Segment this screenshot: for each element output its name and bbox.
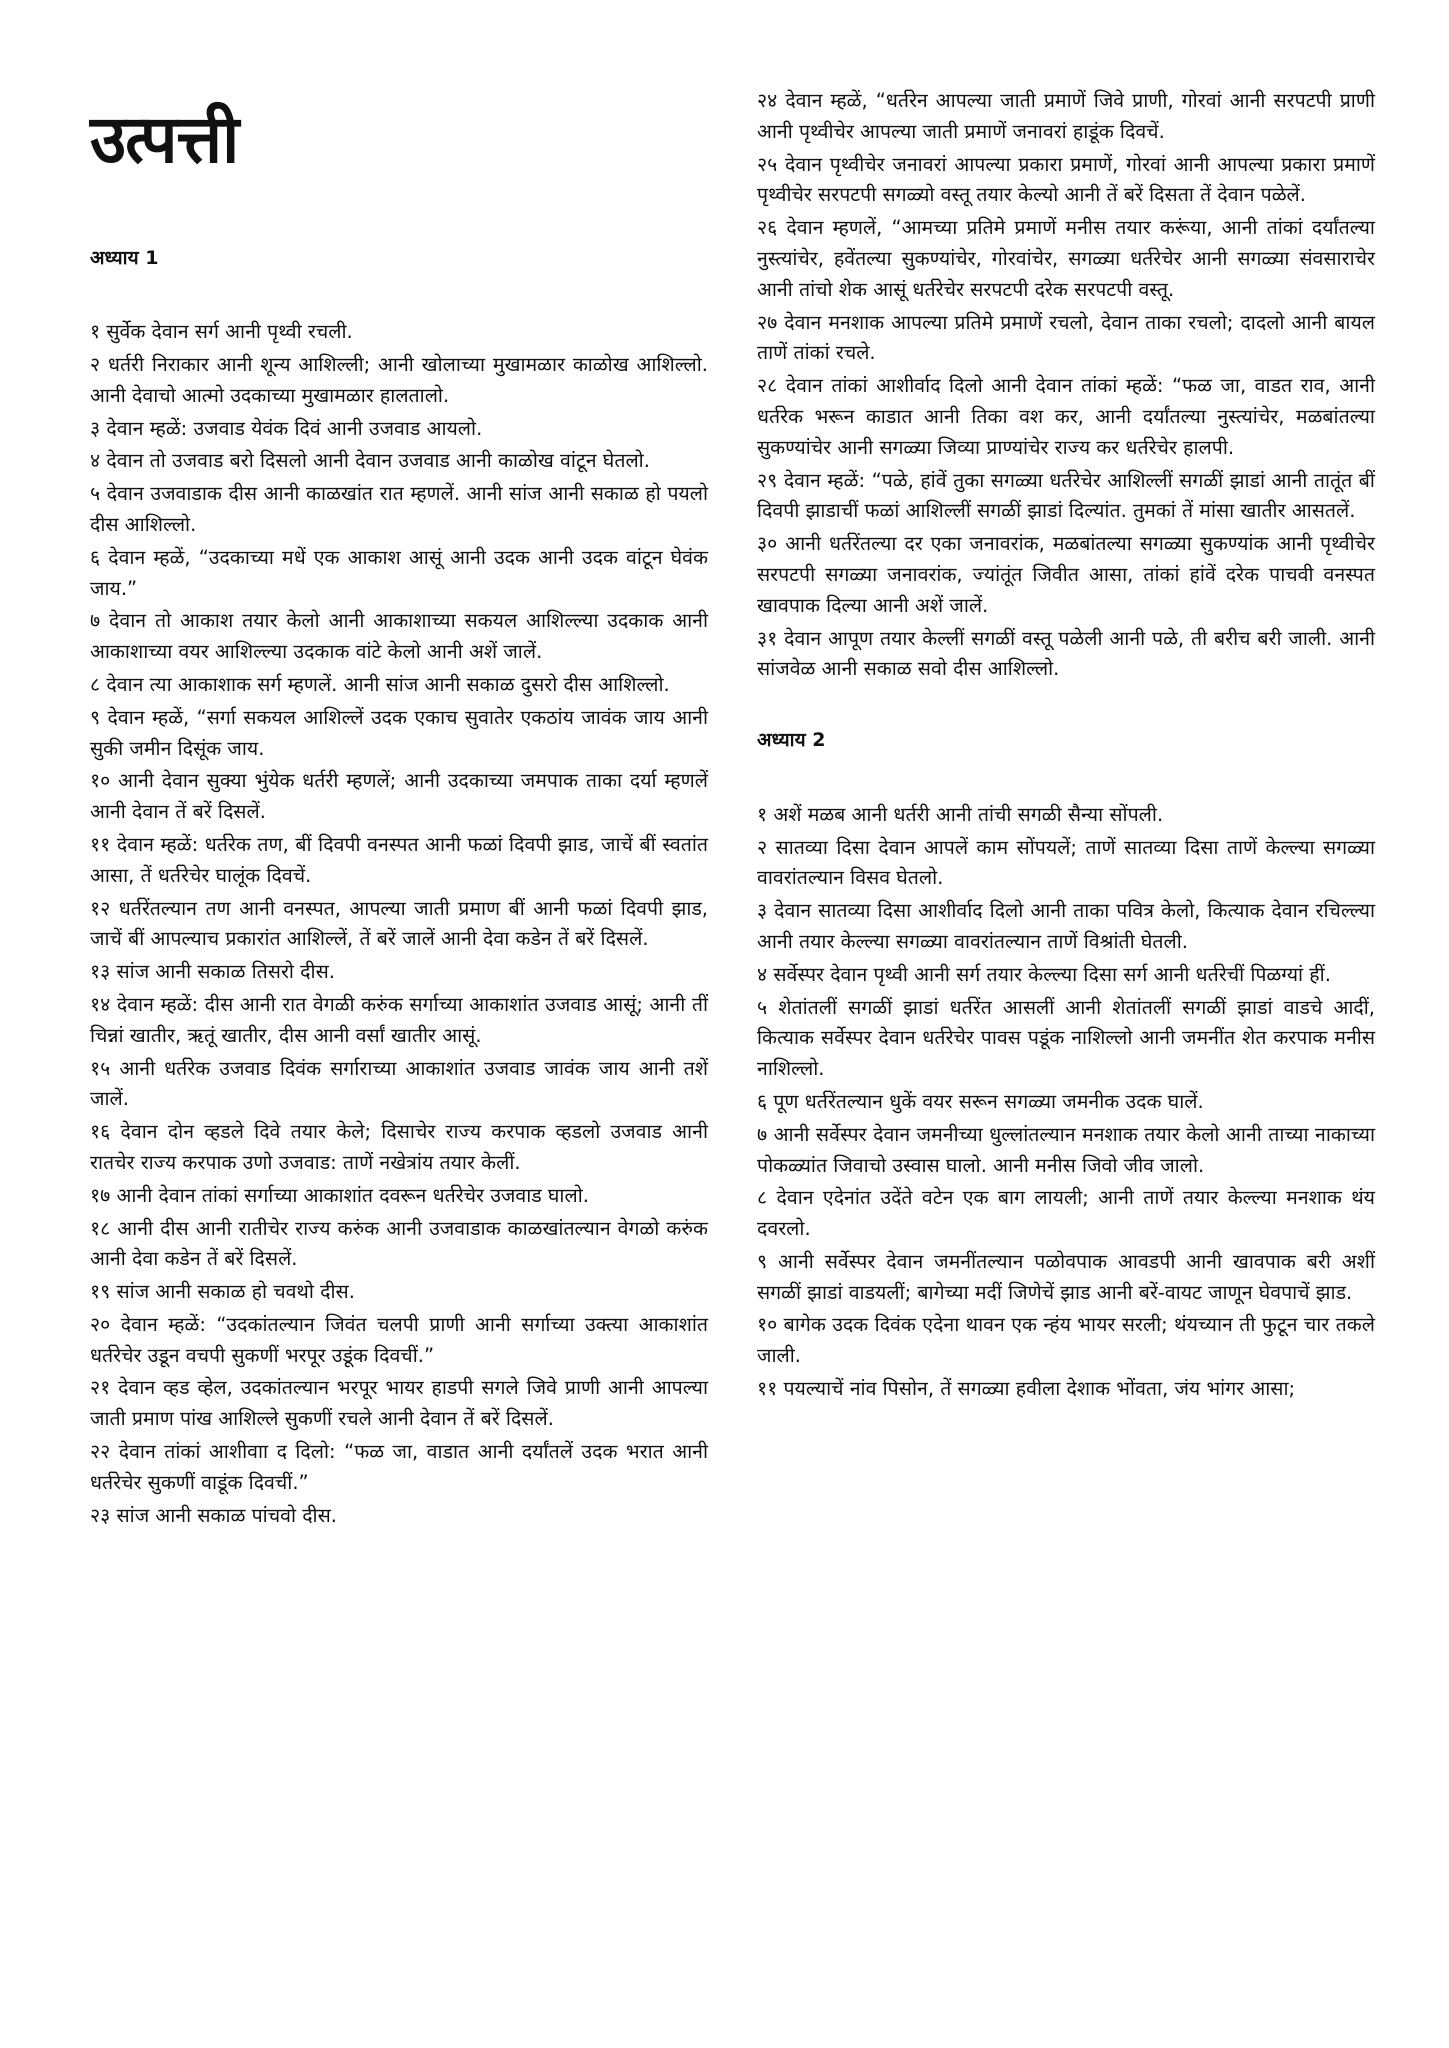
verse: २२ देवान तांकां आशीवाा द दिलो: “फळ जा, वाडात आनी दर्यांतलें उदक भरात आनी धर्तरेचेर सुकणीं वाडूंक दिवचीं.” bbox=[90, 1440, 708, 1494]
verse: १५ आनी धर्तरेक उजवाड दिवंक सर्गाराच्या आकाशांत उजवाड जावंक जाय आनी तशें जालें. bbox=[90, 1056, 708, 1111]
verse: १६ देवान दोन व्हडले दिवे तयार केले; दिसाचेर राज्य करपाक व्हडलो उजवाड आनी रातचेर राज्य करपाक उणो उजवाड: ताणें नखेत्रांय तयार केलीं. bbox=[90, 1120, 708, 1174]
verse: २ सातव्या दिसा देवान आपलें काम सोंपयलें; ताणें सातव्या दिसा ताणें केल्ल्या सगळ्या वावरांतल्यान विसव घेतलो. bbox=[757, 835, 1375, 890]
verse: १२ धर्तरेंतल्यान तण आनी वनस्पत, आपल्या जाती प्रमाण बीं आनी फळां दिवपी झाड, जाचें बीं आपल्याच प्रकारांत आशिल्लें, तें बरें जालें आनी देवा कडेन तें बरें दिसलें. bbox=[90, 896, 708, 951]
verse: २३ सांज आनी सकाळ पांचवो दीस. bbox=[90, 1503, 337, 1527]
verse: २ धर्तरी निराकार आनी शून्य आशिल्ली; आनी खोलाच्या मुखामळार काळोख आशिल्लो. आनी देवाचो आत्मो उदकाच्या मुखामळार हालतालो. bbox=[90, 352, 708, 407]
verse: ३ देवान म्हळें: उजवाड येवंक दिवं आनी उजवाड आयलो. bbox=[90, 416, 483, 440]
verse: ९ देवान म्हळें, “सर्गा सकयल आशिल्लें उदक एकाच सुवातेर एकठांय जावंक जाय आनी सुकी जमीन दिसूंक जाय. bbox=[90, 705, 708, 760]
verse: ६ पूण धर्तरेंतल्यान धुकें वयर सरून सगळ्या जमनीक उदक घालें. bbox=[757, 1089, 1204, 1113]
verse: १० आनी देवान सुक्या भुंयेक धर्तरी म्हणलें; आनी उदकाच्या जमपाक ताका दर्या म्हणलें आनी देवान तें बरें दिसलें. bbox=[90, 769, 708, 824]
verse: ५ देवान उजवाडाक दीस आनी काळखांत रात म्हणलें. आनी सांज आनी सकाळ हो पयलो दीस आशिल्लो. bbox=[90, 482, 708, 536]
verse: १९ सांज आनी सकाळ हो चवथो दीस. bbox=[90, 1280, 355, 1304]
verse: ४ सर्वेस्पर देवान पृथ्वी आनी सर्ग तयार केल्ल्या दिसा सर्ग आनी धर्तरेचीं पिळग्यां हीं. bbox=[757, 962, 1331, 986]
verse: ६ देवान म्हळें, “उदकाच्या मधें एक आकाश आसूं आनी उदक आनी उदक वांटून घेवंक जाय.” bbox=[90, 545, 708, 600]
verse: २० देवान म्हळें: “उदकांतल्यान जिवंत चलपी प्राणी आनी सर्गाच्या उक्त्या आकाशांत धर्तरेचेर उडून वचपी सुकणीं भरपूर उडूंक दिवचीं.” bbox=[90, 1312, 708, 1367]
verse: ५ शेतांतलीं सगळीं झाडां धर्तरेंत आसलीं आनी शेतांतलीं सगळीं झाडां वाडचे आदीं, कित्याक सर्वेस्पर देवान धर्तरेचेर पावस पडूंक नाशिल्लो आनी जमनींत शेत करपाक मनीस नाशिल्लो. bbox=[757, 995, 1375, 1081]
verse: ७ आनी सर्वेस्पर देवान जमनीच्या धुल्लांतल्यान मनशाक तयार केलो आनी ताच्या नाकाच्या पोकळ्यांत जिवाचो उस्वास घालो. आनी मनीस जिवो जीव जालो. bbox=[757, 1122, 1375, 1177]
verse: ८ देवान त्या आकाशाक सर्ग म्हणलें. आनी सांज आनी सकाळ दुसरो दीस आशिल्लो. bbox=[90, 672, 670, 696]
chapter-2-verses bbox=[757, 800, 1375, 1405]
verse: १० बागेक उदक दिवंक एदेना थावन एक न्हंय भायर सरली; थंयच्यान ती फुटून चार तकले जाली. bbox=[757, 1313, 1375, 1368]
verse: १७ आनी देवान तांकां सर्गाच्या आकाशांत दवरून धर्तरेचेर उजवाड घालो. bbox=[90, 1183, 589, 1207]
chapter-2-heading: अध्याय 2 bbox=[757, 729, 826, 752]
verse: १८ आनी दीस आनी रातीचेर राज्य करुंक आनी उजवाडाक काळखांतल्यान वेगळो करुंक आनी देवा कडेन तें बरें दिसलें. bbox=[90, 1216, 708, 1271]
verse: १ सुर्वेक देवान सर्ग आनी पृथ्वी रचली. bbox=[90, 320, 353, 344]
verse: ३ देवान सातव्या दिसा आशीर्वाद दिलो आनी ताका पवित्र केलो, कित्याक देवान रचिल्ल्या आनी तयार केल्ल्या सगळ्या वावरांतल्यान ताणें विश्रांती घेतली. bbox=[757, 899, 1375, 953]
verse: १३ सांज आनी सकाळ तिसरो दीस. bbox=[90, 960, 335, 984]
verse: ४ देवान तो उजवाड बरो दिसलो आनी देवान उजवाड आनी काळोख वांटून घेतलो. bbox=[90, 449, 650, 473]
verse: २९ देवान म्हळें: “पळे, हांवें तुका सगळ्या धर्तरेचेर आशिल्लीं सगळीं झाडां आनी तातूंत बीं दिवपी झाडाचीं फळां आशिल्लीं सगळीं झाडां दिल्यांत. तुमकां तें मांसा खातीर आसतलें. bbox=[757, 468, 1375, 523]
chapter-1-heading: अध्याय 1 bbox=[90, 246, 159, 269]
verse: २१ देवान व्हड व्हेल, उदकांतल्यान भरपूर भायर हाडपी सगले जिवे प्राणी आनी आपल्या जाती प्रमाण पांख आशिल्ले सुकणीं रचले आनी देवान तें बरें दिसलें. bbox=[90, 1376, 708, 1431]
left-column bbox=[90, 84, 708, 1533]
chapter-1-verses-part-1 bbox=[90, 317, 708, 1531]
verse: २६ देवान म्हणलें, “आमच्या प्रतिमे प्रमाणें मनीस तयार करूंया, आनी तांकां दर्यांतल्या नुस्त्यांचेर, हवेंतल्या सुकण्यांचेर, गोरवांचेर, सगळ्या धर्तरेचेर आनी सगळ्या संवसाराचेर आनी तांचो शेक आसूं धर्तरेचेर सरपटपी दरेक सरपटपी वस्तू. bbox=[757, 216, 1375, 301]
verse: २५ देवान पृथ्वीचेर जनावरां आपल्या प्रकारा प्रमाणें, गोरवां आनी आपल्या प्रकारा प्रमाणें पृथ्वीचेर सरपटपी सगळ्यो वस्तू तयार केल्यो आनी तें बरें दिसता तें देवान पळेलें. bbox=[757, 152, 1375, 207]
chapter-1-verses-part-2 bbox=[757, 86, 1375, 685]
verse: ३० आनी धर्तरेंतल्या दर एका जनावरांक, मळबांतल्या सगळ्या सुकण्यांक आनी पृथ्वीचेर सरपटपी सगळ्या जनावरांक, ज्यांतूंत जिवीत आसा, तांकां हांवें दरेक पाचवी वनस्पत खावपाक दिल्या आनी अशें जालें. bbox=[757, 532, 1375, 617]
verse: ११ पयल्याचें नांव पिसोन, तें सगळ्या हवीला देशाक भोंवता, जंय भांगर आसा; bbox=[757, 1377, 1296, 1401]
verse: ८ देवान एदेनांत उदेंते वटेन एक बाग लायली; आनी ताणें तयार केल्ल्या मनशाक थंय दवरलो. bbox=[757, 1186, 1375, 1241]
verse: १ अशें मळब आनी धर्तरी आनी तांची सगळी सैन्या सोंपली. bbox=[757, 802, 1164, 826]
book-title: उत्पत्ती bbox=[90, 101, 239, 178]
verse: २८ देवान तांकां आशीर्वाद दिलो आनी देवान तांकां म्हळें: “फळ जा, वाडत राव, आनी धर्तरेक भरून काडात आनी तिका वश कर, आनी दर्यांतल्या नुस्त्यांचेर, मळबांतल्या सुकण्यांचेर आनी सगळ्या जिव्या प्राण्यांचेर राज्य कर धर्तरेचेर हालपी. bbox=[757, 374, 1375, 459]
verse: २७ देवान मनशाक आपल्या प्रतिमे प्रमाणें रचलो, देवान ताका रचलो; दादलो आनी बायल ताणें तांकां रचले. bbox=[757, 310, 1375, 365]
verse: १४ देवान म्हळें: दीस आनी रात वेगळी करुंक सर्गाच्या आकाशांत उजवाड आसूं; आनी तीं चिन्नां खातीर, ऋतूं खातीर, दीस आनी वर्सां खातीर आसूं. bbox=[90, 992, 708, 1047]
right-column bbox=[757, 86, 1375, 1407]
verse: २४ देवान म्हळें, “धर्तरेन आपल्या जाती प्रमाणें जिवे प्राणी, गोरवां आनी सरपटपी प्राणी आनी पृथ्वीचेर आपल्या जाती प्रमाणें जनावरां हाडूंक दिवचें. bbox=[757, 89, 1375, 143]
verse: ३१ देवान आपूण तयार केल्लीं सगळीं वस्तू पळेली आनी पळे, ती बरीच बरी जाली. आनी सांजवेळ आनी सकाळ सवो दीस आशिल्लो. bbox=[757, 626, 1375, 681]
verse: ११ देवान म्हळें: धर्तरेक तण, बीं दिवपी वनस्पत आनी फळां दिवपी झाड, जाचें बीं स्वतांत आसा, तें धर्तरेचेर घालूंक दिवचें. bbox=[90, 832, 708, 887]
verse: ९ आनी सर्वेस्पर देवान जमनींतल्यान पळोवपाक आवडपी आनी खावपाक बरी अशीं सगळीं झाडां वाडयलीं; बागेच्या मदीं जिणेचें झाड आनी बरें-वायट जाणून घेवपाचें झाड. bbox=[757, 1249, 1375, 1304]
verse: ७ देवान तो आकाश तयार केलो आनी आकाशाच्या सकयल आशिल्ल्या उदकाक आनी आकाशाच्या वयर आशिल्ल्या उदकाक वांटे केलो आनी अशें जालें. bbox=[90, 609, 708, 664]
